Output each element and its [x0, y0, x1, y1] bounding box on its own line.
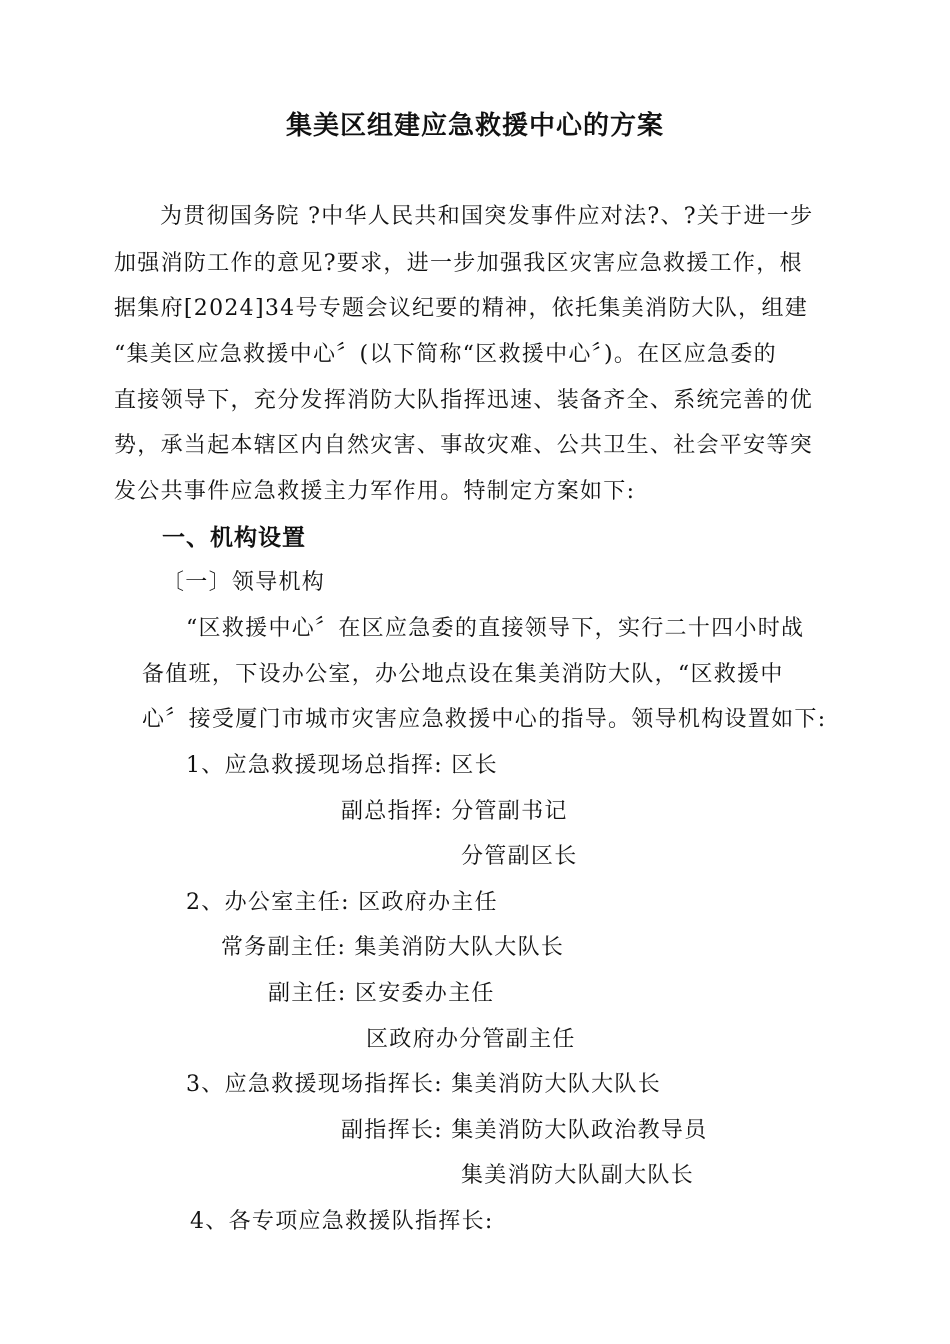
subsection-heading: 〔一〕领导机构 — [162, 570, 326, 595]
roster-line: 副指挥长: 集美消防大队政治教导员 — [341, 1118, 708, 1143]
document-title: 集美区组建应急救援中心的方案 — [285, 111, 664, 141]
paragraph-line: 心〞接受厦门市城市灾害应急救援中心的指导。领导机构设置如下: — [142, 707, 827, 732]
section-heading: 一、机构设置 — [162, 525, 306, 551]
paragraph-line: “区救援中心〞在区应急委的直接领导下，实行二十四小时战 — [186, 616, 805, 641]
roster-line: 副总指挥: 分管副书记 — [341, 799, 568, 824]
paragraph-line: “集美区应急救援中心〞(以下简称“区救援中心〞)。在区应急委的 — [114, 342, 777, 367]
roster-line: 4、各专项应急救援队指挥长: — [190, 1209, 494, 1234]
paragraph-line: 直接领导下，充分发挥消防大队指挥迅速、装备齐全、系统完善的优 — [114, 388, 814, 413]
roster-line: 1、应急救援现场总指挥: 区长 — [186, 753, 498, 778]
paragraph-line: 势，承当起本辖区内自然灾害、事故灾难、公共卫生、社会平安等突 — [114, 433, 814, 458]
roster-line: 2、办公室主任: 区政府办主任 — [186, 890, 498, 915]
roster-line: 3、应急救援现场指挥长: 集美消防大队大队长 — [186, 1072, 662, 1097]
roster-line: 常务副主任: 集美消防大队大队长 — [221, 935, 565, 960]
roster-line: 分管副区长 — [461, 844, 578, 869]
paragraph-line: 发公共事件应急救援主力军作用。特制定方案如下: — [114, 479, 636, 504]
paragraph-line: 备值班，下设办公室，办公地点设在集美消防大队，“区救援中 — [142, 662, 784, 687]
roster-line: 副主任: 区安委办主任 — [268, 981, 495, 1006]
roster-line: 集美消防大队副大队长 — [461, 1163, 695, 1188]
paragraph-line: 加强消防工作的意见?要求，进一步加强我区灾害应急救援工作，根 — [114, 251, 803, 276]
roster-line: 区政府办分管副主任 — [366, 1027, 576, 1052]
paragraph-line: 为贯彻国务院 ?中华人民共和国突发事件应对法?、?关于进一步 — [160, 204, 814, 229]
paragraph-line: 据集府[2024]34号专题会议纪要的精神，依托集美消防大队，组建 — [114, 296, 809, 321]
